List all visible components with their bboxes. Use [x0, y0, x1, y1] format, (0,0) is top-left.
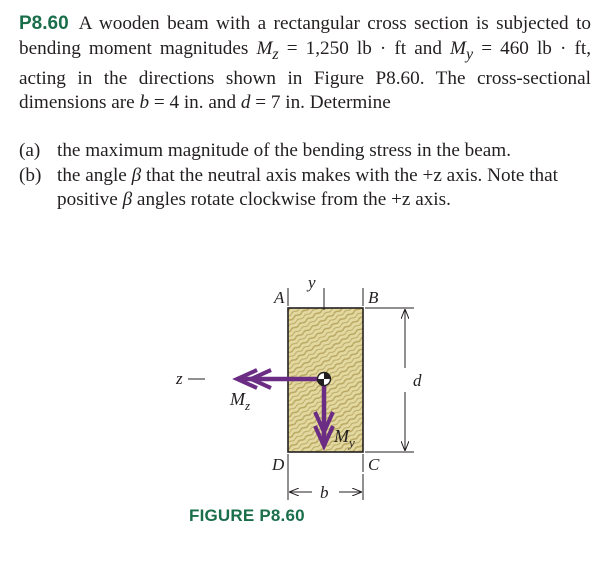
mz-symbol: M — [256, 37, 273, 59]
my-symbol: M — [450, 37, 466, 59]
d-symbol: d — [240, 92, 251, 114]
figure-caption: FIGURE P8.60 — [189, 506, 305, 525]
dim-b-label: b — [320, 483, 329, 502]
part-a-label: (a) — [19, 140, 41, 161]
y-axis-label: y — [308, 273, 316, 292]
beta-symbol-1: β — [131, 164, 142, 186]
statement-part-1: A wooden beam with a rectangular cross section is subjected to bending moment magnitudes — [19, 13, 591, 59]
corner-c-label: C — [368, 455, 380, 474]
statement-part-3: = 460 lb · ft, acting in the directions shown in Figure P8.60. The cross-sectional dimensions are — [19, 37, 591, 114]
corner-d-label: D — [272, 455, 285, 474]
my-label: $M_y$ — [334, 426, 355, 450]
b-symbol: b — [139, 92, 150, 114]
part-b-post: angles rotate clockwise from the +z axis. — [132, 189, 451, 210]
centroid-icon — [318, 373, 331, 386]
problem-number: P8.60 — [19, 13, 69, 34]
z-axis-label: z — [176, 369, 183, 388]
part-a-text: the maximum magnitude of the bending stress in the beam. — [57, 140, 512, 161]
statement-part-4: = 4 in. and — [149, 92, 241, 114]
mz-label: $M_z$ — [230, 389, 251, 413]
part-b-pre: the angle — [57, 164, 132, 186]
statement-part-5: = 7 in. Determine — [250, 92, 391, 114]
corner-b-label: B — [368, 288, 379, 307]
beta-symbol-2: β — [122, 189, 133, 210]
part-b-mid: that the neutral axis makes with the +z axis. Note that positive — [57, 164, 558, 210]
corner-a-label: A — [274, 288, 285, 307]
part-b-label: (b) — [19, 164, 42, 186]
my-subscript: y — [466, 45, 474, 63]
dim-d-label: d — [413, 371, 422, 390]
statement-part-2: = 1,250 lb · ft and — [278, 37, 451, 59]
mz-subscript: z — [272, 45, 279, 63]
